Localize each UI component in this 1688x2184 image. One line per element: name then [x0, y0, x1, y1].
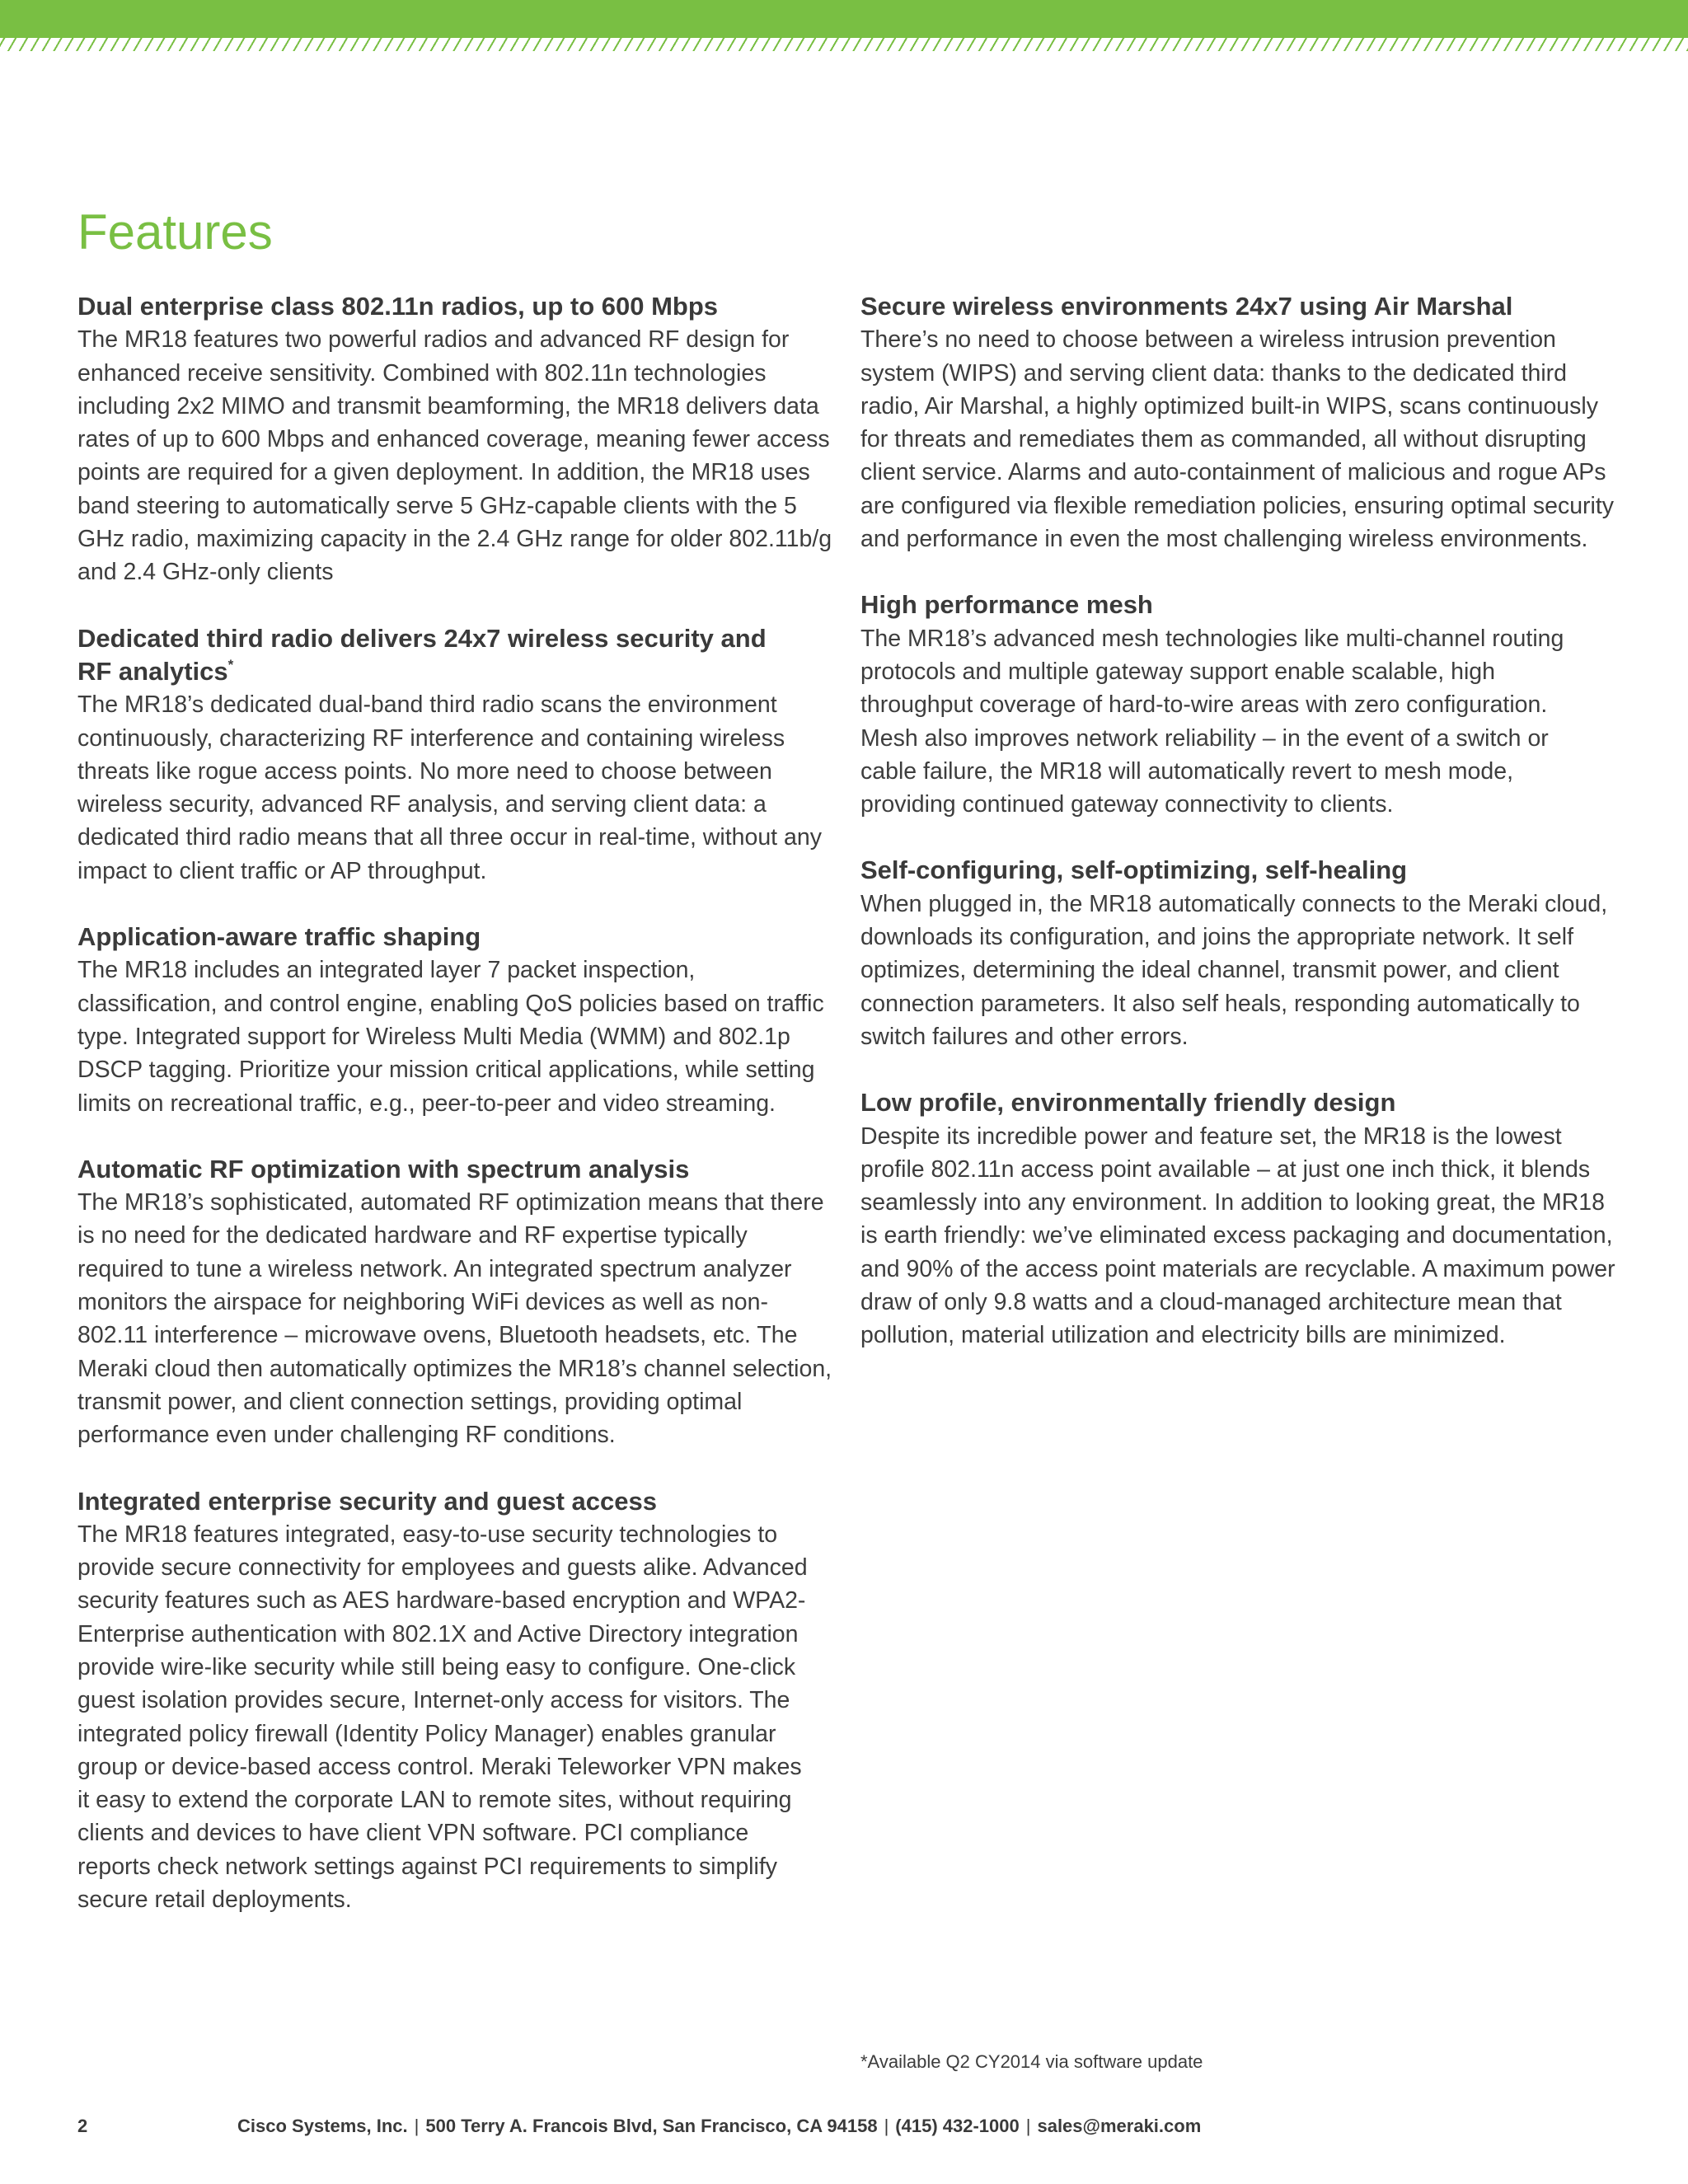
- section-body: The MR18 features two powerful radios and advanced RF design for enhanced receive sensitivity. Combined with 802.11n technologies including 2x2 MIMO and transmit beamforming, the MR18 delivers data rates of up to 600 Mbps and enhanced coverage, meaning fewer access points are required for a given deployment. In addition, the MR18 uses band steering to automatically serve 5 GHz-capable clients with the 5 GHz radio, maximizing capacity in the 2.4 GHz range for older 802.11b/g and 2.4 GHz-only clients: [77, 326, 832, 586]
- section-heading: Secure wireless environments 24x7 using Air Marshal: [860, 292, 1513, 321]
- footnote: *Available Q2 CY2014 via software update: [860, 2051, 1203, 2072]
- feature-section-dual-radios: [77, 290, 836, 589]
- footer-address: 500 Terry A. Francois Blvd, San Francisco, CA 94158: [425, 2116, 878, 2136]
- section-heading: High performance mesh: [860, 590, 1153, 620]
- feature-section-low-profile: [860, 1086, 1627, 1352]
- section-heading: Automatic RF optimization with spectrum analysis: [77, 1154, 690, 1183]
- feature-section-mesh: [860, 588, 1627, 821]
- footer-separator: |: [1025, 2116, 1031, 2136]
- footer-company: Cisco Systems, Inc.: [237, 2116, 408, 2136]
- feature-section-traffic-shaping: [77, 921, 836, 1120]
- section-body: There’s no need to choose between a wireless intrusion prevention system (WIPS) and serving client data: thanks to the dedicated third radio, Air Marshal, a highly optimized built-in WIPS, scans continuously for threats and remediates them as commanded, all without disrupting client service. Alarms and auto-containment of malicious and rogue APs are configured via flexible remediation policies, ensuring optimal security and performance in even the most challenging wireless environments.: [860, 326, 1615, 553]
- feature-section-air-marshal: [860, 290, 1627, 555]
- feature-section-self-configuring: [860, 854, 1627, 1053]
- feature-section-security-guest: [77, 1485, 836, 1917]
- footer-contact: [237, 2115, 1201, 2138]
- right-column: [860, 290, 1627, 1385]
- section-heading: Dedicated third radio delivers 24x7 wireless security and RF analytics*: [77, 623, 767, 686]
- section-body: When plugged in, the MR18 automatically connects to the Meraki cloud, downloads its configuration, and joins the appropriate network. It self optimizes, determining the ideal channel, transmit power, and client connection parameters. It also self heals, responding automatically to switch failures and other errors.: [860, 890, 1608, 1050]
- section-heading: Low profile, environmentally friendly design: [860, 1088, 1396, 1118]
- footer-phone: (415) 432-1000: [895, 2116, 1020, 2136]
- section-heading: Dual enterprise class 802.11n radios, up to 600 Mbps: [77, 292, 719, 321]
- left-column: [77, 290, 836, 1949]
- section-body: The MR18 includes an integrated layer 7 packet inspection, classification, and control engine, enabling QoS policies based on traffic type. Integrated support for Wireless Multi Media (WMM) and 802.1p DSCP tagging. Prioritize your mission critical applications, while setting limits on recreational traffic, e.g., peer-to-peer and video streaming.: [77, 957, 824, 1117]
- feature-section-third-radio: [77, 622, 836, 888]
- section-heading: Application-aware traffic shaping: [77, 922, 481, 952]
- section-body: The MR18 features integrated, easy-to-use security technologies to provide secure connectivity for employees and guests alike. Advanced security features such as AES hardware-based encryption and WPA2-Enterprise authentication with 802.1X and Active Directory integration provide wire-like security while still being easy to configure. One-click guest isolation provides secure, Internet-only access for visitors. The integrated policy firewall (Identity Policy Manager) enables granular group or device-based access control. Meraki Teleworker VPN makes it easy to extend the corporate LAN to remote sites, without requiring clients and devices to have client VPN software. PCI compliance reports check network settings against PCI requirements to simplify secure retail deployments.: [77, 1521, 808, 1914]
- section-body: The MR18’s advanced mesh technologies like multi-channel routing protocols and multiple gateway support enable scalable, high throughput coverage of hard-to-wire areas with zero configuration. Mesh also improves network reliability – in the event of a switch or cable failure, the MR18 will automatically revert to mesh mode, providing continued gateway connectivity to clients.: [860, 625, 1564, 818]
- header-accent-bar: [0, 0, 1688, 38]
- page-title: Features: [77, 204, 273, 260]
- section-body: The MR18’s dedicated dual-band third radio scans the environment continuously, characterizing RF interference and containing wireless threats like rogue access points. No more need to choose between wireless security, advanced RF analysis, and serving client data: a dedicated third radio means that all three occur in real-time, without any impact to client traffic or AP throughput.: [77, 691, 822, 884]
- page-number: 2: [77, 2116, 88, 2136]
- section-body: The MR18’s sophisticated, automated RF optimization means that there is no need for the dedicated hardware and RF expertise typically required to tune a wireless network. An integrated spectrum analyzer monitors the airspace for neighboring WiFi devices as well as non-802.11 interference – microwave ovens, Bluetooth headsets, etc. The Meraki cloud then automatically optimizes the MR18’s channel selection, transmit power, and client connection settings, providing optimal performance even under challenging RF conditions.: [77, 1189, 832, 1449]
- footer-separator: |: [884, 2116, 889, 2136]
- feature-section-rf-optimization: [77, 1153, 836, 1452]
- footnote-marker: *: [227, 656, 234, 673]
- footer-email-link[interactable]: sales@meraki.com: [1037, 2116, 1202, 2136]
- section-heading: Self-configuring, self-optimizing, self-healing: [860, 855, 1408, 885]
- section-heading: Integrated enterprise security and guest access: [77, 1486, 657, 1516]
- header-hatch-pattern: [0, 38, 1688, 51]
- footer-separator: |: [414, 2116, 420, 2136]
- section-body: Despite its incredible power and feature set, the MR18 is the lowest profile 802.11n access point available – at just one inch thick, it blends seamlessly into any environment. In addition to looking great, the MR18 is earth friendly: we’ve eliminated excess packaging and documentation, and 90% of the access point materials are recyclable. A maximum power draw of only 9.8 watts and a cloud-managed architecture mean that pollution, material utilization and electricity bills are minimized.: [860, 1122, 1615, 1349]
